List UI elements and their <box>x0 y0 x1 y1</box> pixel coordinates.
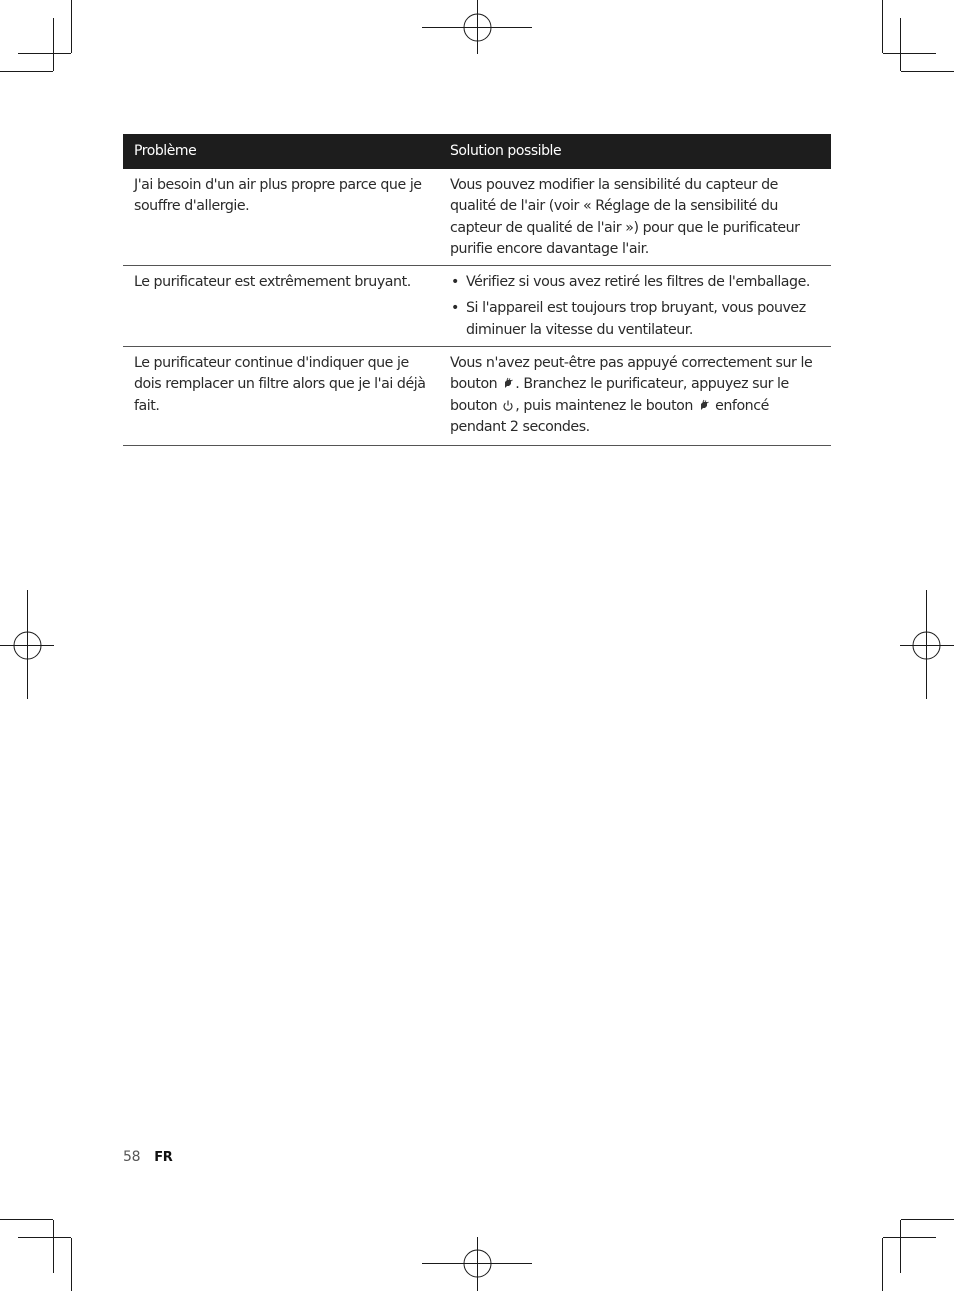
table-header <box>123 134 831 169</box>
solution-text-part: , puis maintenez le bouton <box>515 397 698 414</box>
bullet-text: Si l'appareil est toujours trop bruyant, vous pouvez diminuer la vitesse du ventilateur. <box>466 300 806 338</box>
page-footer <box>123 1149 173 1165</box>
solution-cell <box>440 272 831 346</box>
problem-text: Le purificateur est extrêmement bruyant. <box>134 274 411 290</box>
problem-text: J'ai besoin d'un air plus propre parce que je souffre d'allergie. <box>134 177 422 215</box>
troubleshooting-table <box>123 134 831 446</box>
filter-reset-icon <box>502 377 514 390</box>
table-row <box>123 169 831 266</box>
solution-text <box>450 353 823 438</box>
solution-text: Vous pouvez modifier la sensibilité du capteur de qualité de l'air (voir « Réglage de la sensibilité du capteur de qualité de l'air ») pour que le purificateur purifie encore davantage l'air. <box>450 177 800 257</box>
bullet-text: Vérifiez si vous avez retiré les filtres de l'emballage. <box>466 274 810 290</box>
solution-text-part: enfoncé pendant 2 secondes. <box>450 397 769 435</box>
page-number: 58 <box>123 1149 141 1165</box>
header-problem: Problème <box>134 142 197 159</box>
filter-reset-icon <box>698 399 710 412</box>
header-solution: Solution possible <box>450 142 562 159</box>
bullet-mark: • <box>451 274 459 290</box>
power-icon <box>502 399 514 412</box>
problem-cell <box>123 272 440 346</box>
solution-bullet-list <box>450 272 823 341</box>
language-code: FR <box>154 1150 173 1165</box>
problem-cell <box>123 175 440 265</box>
solution-text-part: . Branchez le purificateur, appuyez sur le bouton <box>450 376 789 414</box>
list-item <box>450 272 823 293</box>
solution-cell <box>440 353 831 445</box>
problem-cell <box>123 353 440 445</box>
table-row <box>123 266 831 347</box>
list-item <box>450 298 823 341</box>
problem-text: Le purificateur continue d'indiquer que je dois remplacer un filtre alors que je l'ai déjà fait. <box>134 355 426 414</box>
bullet-mark: • <box>451 300 459 317</box>
solution-text-part: Vous n'avez peut-être pas appuyé correctement sur le bouton <box>450 355 813 393</box>
table-row <box>123 347 831 446</box>
solution-cell <box>440 175 831 265</box>
